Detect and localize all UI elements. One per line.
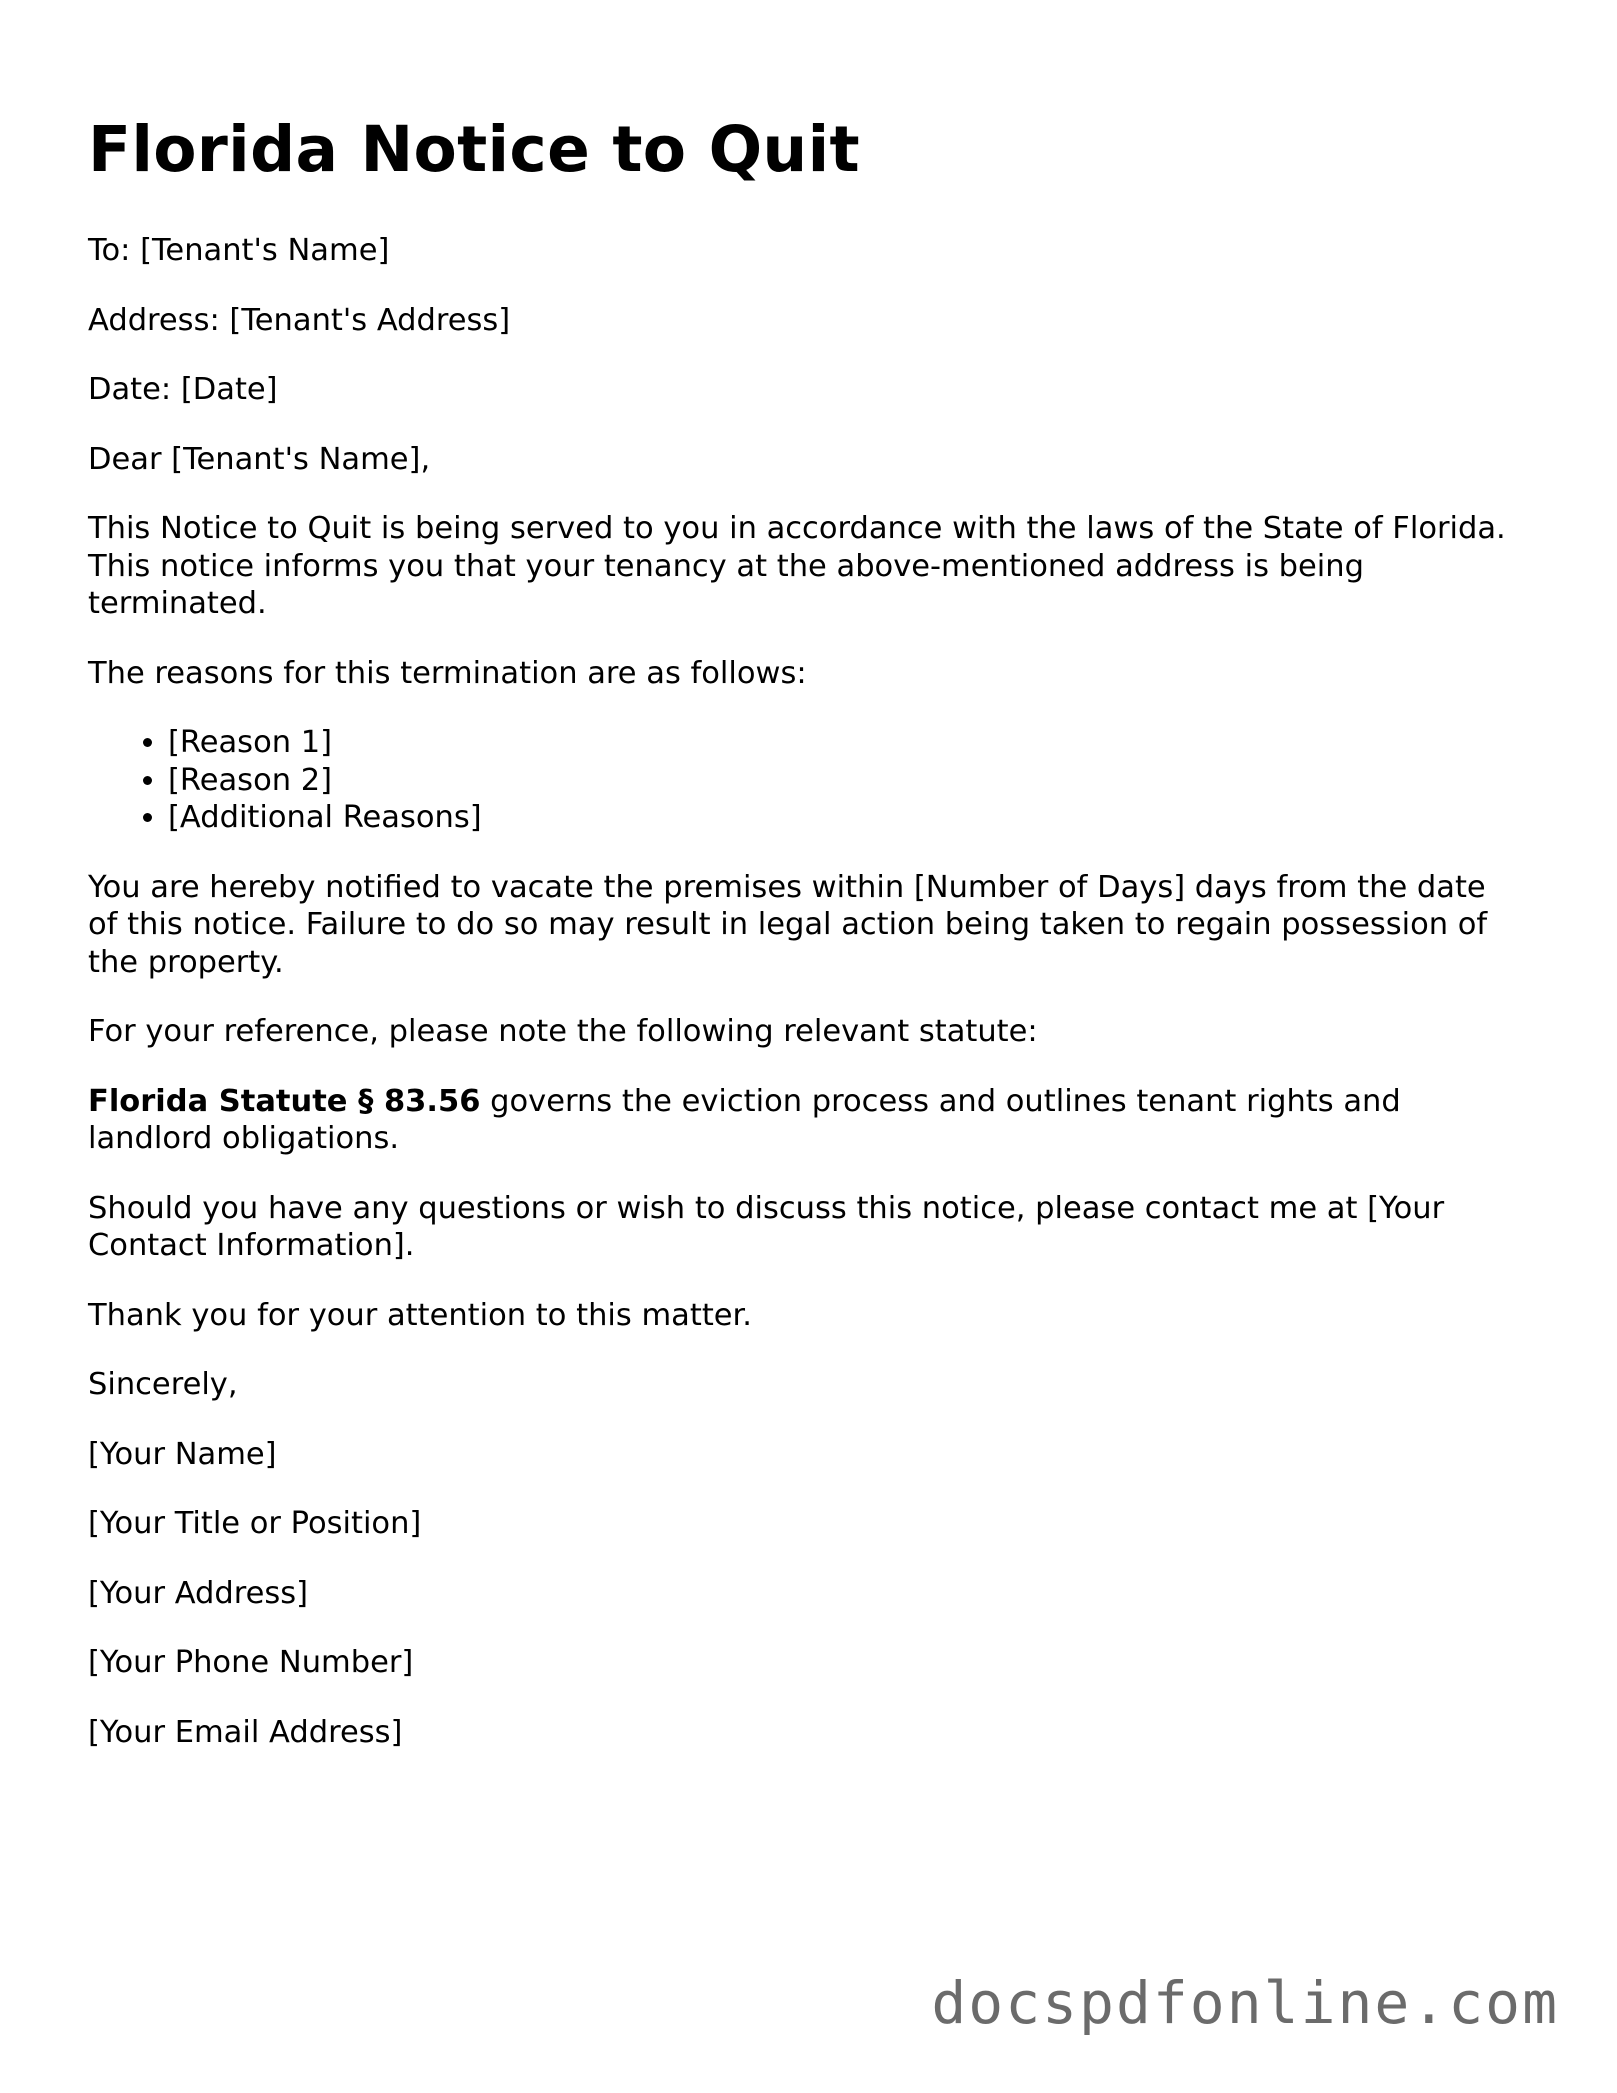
address-line: Address: [Tenant's Address] bbox=[88, 302, 511, 338]
page-title: Florida Notice to Quit bbox=[88, 113, 860, 186]
list-item: • [Reason 2] bbox=[168, 762, 1508, 800]
list-item: • [Reason 1] bbox=[168, 724, 1508, 762]
signature-title: [Your Title or Position] bbox=[88, 1506, 422, 1541]
reasons-intro: The reasons for this termination are as follows: bbox=[88, 655, 807, 691]
contact-paragraph: Should you have any questions or wish to discuss this notice, please contact me at [Your Contact Information]. bbox=[88, 1190, 1445, 1263]
intro-paragraph: This Notice to Quit is being served to you in accordance with the laws of the State of Florida. This notice informs you that your tenancy at the above-mentioned address is being terminated. bbox=[88, 511, 1506, 621]
vacate-paragraph: You are hereby notified to vacate the premises within [Number of Days] days from the date of this notice. Failure to do so may result in legal action being taken to regain possession of the property. bbox=[88, 869, 1488, 980]
statute-intro: For your reference, please note the following relevant statute: bbox=[88, 1014, 1038, 1049]
closing-line: Sincerely, bbox=[88, 1367, 238, 1402]
statute-name: Florida Statute § 83.56 bbox=[88, 1083, 481, 1119]
signature-name: [Your Name] bbox=[88, 1436, 277, 1472]
signature-address: [Your Address] bbox=[88, 1575, 309, 1611]
document-page bbox=[88, 112, 1508, 1783]
statute-paragraph bbox=[88, 1083, 1508, 1158]
date-line: Date: [Date] bbox=[88, 372, 278, 407]
statute-text: governs the eviction process and outlines tenant rights and landlord obligations. bbox=[88, 1083, 1401, 1156]
signature-phone: [Your Phone Number] bbox=[88, 1645, 414, 1680]
recipient-line: To: [Tenant's Name] bbox=[88, 233, 390, 268]
list-item: • [Additional Reasons] bbox=[168, 799, 1508, 837]
reasons-list bbox=[88, 724, 1508, 837]
watermark: docspdfonline.com bbox=[931, 1969, 1559, 2037]
salutation: Dear [Tenant's Name], bbox=[88, 441, 431, 477]
thanks-line: Thank you for your attention to this matter. bbox=[88, 1297, 752, 1333]
signature-email: [Your Email Address] bbox=[88, 1714, 403, 1750]
